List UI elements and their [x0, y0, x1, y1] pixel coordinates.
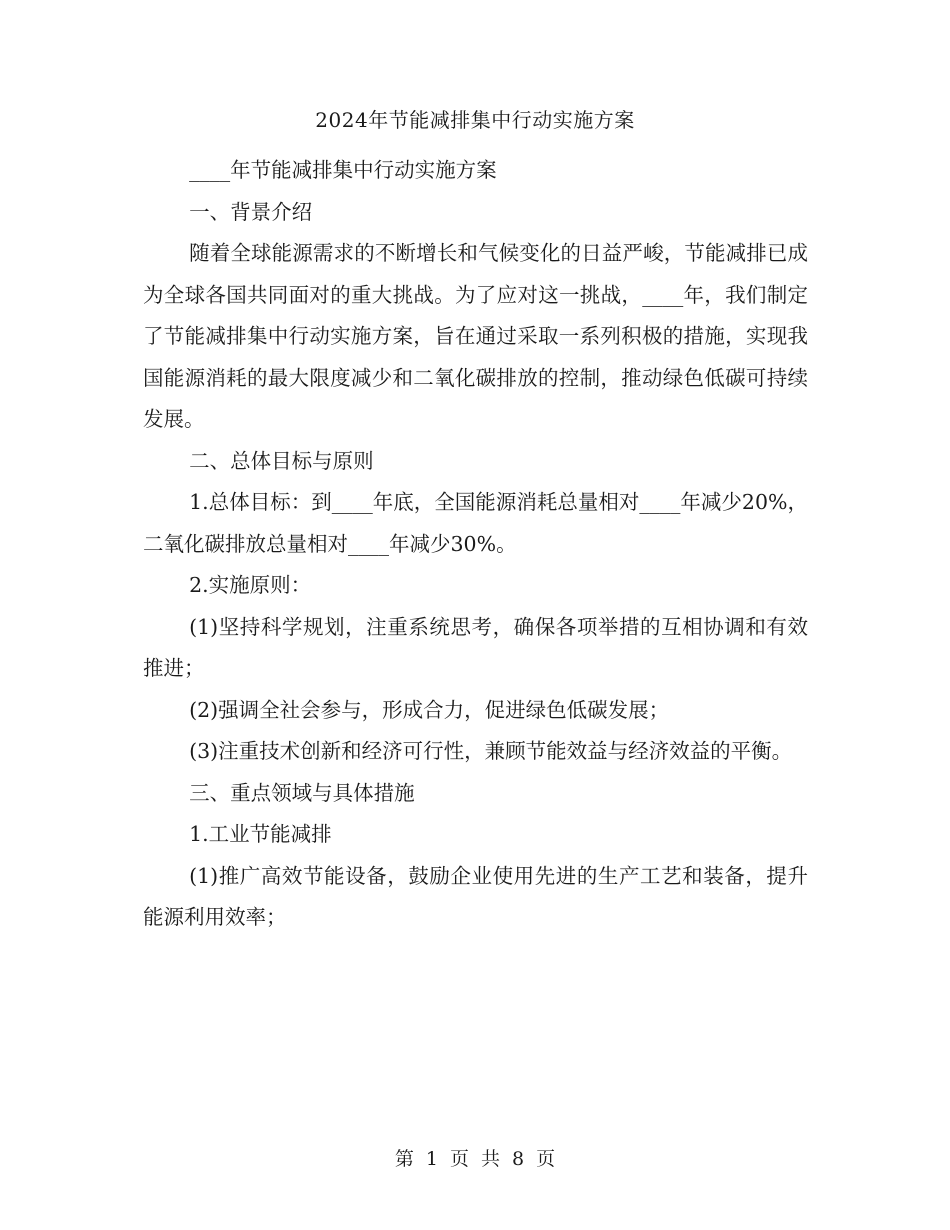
background-paragraph: 随着全球能源需求的不断增长和气候变化的日益严峻，节能减排已成为全球各国共同面对的重大挑战。为了应对这一挑战，____年，我们制定了节能减排集中行动实施方案，旨在通过采取一系列积极的措施，实现我国能源消耗的最大限度减少和二氧化碳排放的控制，推动绿色低碳可持续发展。 — [143, 241, 808, 431]
principle-item: (3)注重技术创新和经济可行性，兼顾节能效益与经济效益的平衡。 — [189, 739, 793, 763]
measure-item: (1)推广高效节能设备，鼓励企业使用先进的生产工艺和装备，提升能源利用效率； — [143, 863, 808, 929]
principle-item: (1)坚持科学规划，注重系统思考，确保各项举措的互相协调和有效推进； — [143, 614, 808, 680]
principle-item: (2)强调全社会参与，形成合力，促进绿色低碳发展； — [189, 697, 670, 722]
overall-goal-paragraph: 1.总体目标：到____年底，全国能源消耗总量相对____年减少20%，二氧化碳排放总量相对____年减少30%。 — [143, 490, 808, 556]
section-heading-goals: 二、总体目标与原则 — [189, 448, 374, 473]
section-heading-key-areas: 三、重点领域与具体措施 — [189, 780, 415, 805]
document-body — [143, 150, 808, 939]
section-heading-background: 一、背景介绍 — [189, 199, 313, 224]
principles-heading: 2.实施原则： — [189, 573, 312, 597]
subsection-heading-industry: 1.工业节能减排 — [189, 822, 332, 846]
subtitle-paragraph: ____年节能减排集中行动实施方案 — [189, 158, 497, 182]
page-footer: 第 1 页 共 8 页 — [394, 1148, 556, 1170]
document-title: 2024年节能减排集中行动实施方案 — [315, 108, 635, 132]
